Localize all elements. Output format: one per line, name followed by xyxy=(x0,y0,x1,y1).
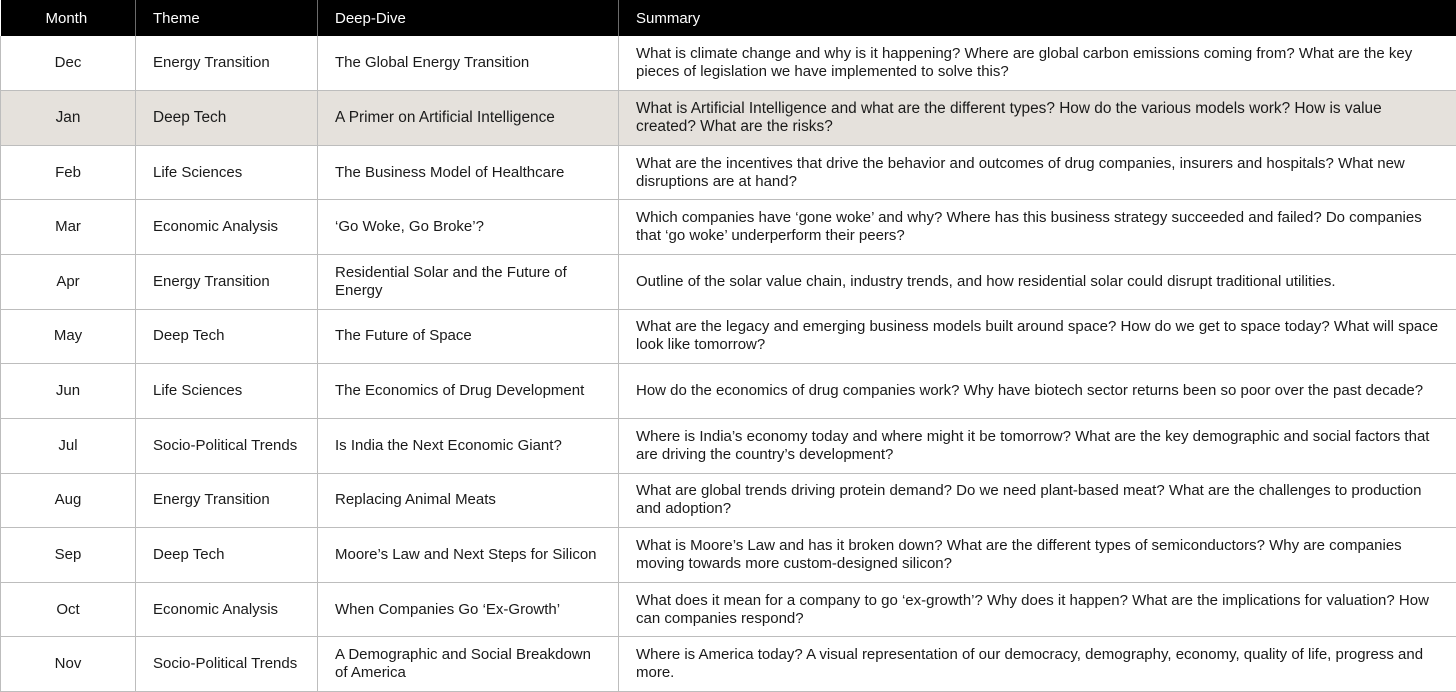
cell-summary: What are global trends driving protein demand? Do we need plant-based meat? What are the challenges to production and adoption? xyxy=(619,473,1456,528)
cell-summary: How do the economics of drug companies work? Why have biotech sector returns been so poor over the past decade? xyxy=(619,364,1456,419)
cell-theme: Economic Analysis xyxy=(136,582,318,637)
cell-month: Oct xyxy=(1,582,136,637)
cell-deep-dive: A Demographic and Social Breakdown of America xyxy=(318,637,619,692)
table-row xyxy=(1,528,1456,583)
cell-deep-dive: A Primer on Artificial Intelligence xyxy=(318,91,619,146)
cell-theme: Energy Transition xyxy=(136,255,318,310)
cell-summary: What are the incentives that drive the behavior and outcomes of drug companies, insurers and hospitals? What new disruptions are at hand? xyxy=(619,145,1456,200)
cell-theme: Socio-Political Trends xyxy=(136,418,318,473)
header-month: Month xyxy=(1,0,136,36)
cell-month: Apr xyxy=(1,255,136,310)
table-row xyxy=(1,309,1456,364)
header-summary: Summary xyxy=(636,9,701,27)
cell-theme: Deep Tech xyxy=(136,528,318,583)
cell-theme: Socio-Political Trends xyxy=(136,637,318,692)
table-row xyxy=(1,145,1456,200)
cell-theme: Energy Transition xyxy=(136,473,318,528)
cell-theme: Economic Analysis xyxy=(136,200,318,255)
header-theme: Theme xyxy=(136,0,318,36)
cell-theme: Life Sciences xyxy=(136,145,318,200)
cell-summary: Where is America today? A visual representation of our democracy, demography, economy, quality of life, progress and more. xyxy=(619,637,1456,692)
cell-deep-dive: The Future of Space xyxy=(318,309,619,364)
table-row xyxy=(1,91,1456,146)
cell-deep-dive: The Global Energy Transition xyxy=(318,36,619,91)
cell-theme: Deep Tech xyxy=(136,91,318,146)
cell-month: Jan xyxy=(1,91,136,146)
cell-deep-dive: ‘Go Woke, Go Broke’? xyxy=(318,200,619,255)
cell-summary: What is Moore’s Law and has it broken down? What are the different types of semiconductors? Why are companies moving towards more custom-designed silicon? xyxy=(619,528,1456,583)
cell-month: Jul xyxy=(1,418,136,473)
header-deep-dive: Deep-Dive xyxy=(318,0,619,36)
table-row xyxy=(1,200,1456,255)
table-header xyxy=(1,0,1456,36)
cell-month: Aug xyxy=(1,473,136,528)
cell-deep-dive: Replacing Animal Meats xyxy=(318,473,619,528)
cell-summary: Where is India’s economy today and where might it be tomorrow? What are the key demographic and social factors that are driving the country’s development? xyxy=(619,418,1456,473)
cell-month: Feb xyxy=(1,145,136,200)
table-body xyxy=(1,36,1456,692)
cell-summary: Which companies have ‘gone woke’ and why? Where has this business strategy succeeded and failed? Do companies that ‘go woke’ underperform their peers? xyxy=(619,200,1456,255)
cell-month: Nov xyxy=(1,637,136,692)
cell-summary: What are the legacy and emerging business models built around space? How do we get to space today? What will space look like tomorrow? xyxy=(619,309,1456,364)
cell-month: May xyxy=(1,309,136,364)
cell-month: Dec xyxy=(1,36,136,91)
cell-deep-dive: The Economics of Drug Development xyxy=(318,364,619,419)
cell-theme: Life Sciences xyxy=(136,364,318,419)
table-row xyxy=(1,418,1456,473)
table-row xyxy=(1,473,1456,528)
cell-month: Sep xyxy=(1,528,136,583)
cell-summary: What does it mean for a company to go ‘ex-growth’? Why does it happen? What are the implications for valuation? How can companies respond? xyxy=(619,582,1456,637)
cell-month: Mar xyxy=(1,200,136,255)
cell-month: Jun xyxy=(1,364,136,419)
cell-summary: What is Artificial Intelligence and what are the different types? How do the various models work? How is value created? What are the risks? xyxy=(619,91,1456,146)
cell-deep-dive: The Business Model of Healthcare xyxy=(318,145,619,200)
cell-summary: Outline of the solar value chain, industry trends, and how residential solar could disrupt traditional utilities. xyxy=(619,255,1456,310)
cell-deep-dive: When Companies Go ‘Ex-Growth’ xyxy=(318,582,619,637)
table-row xyxy=(1,364,1456,419)
table-row xyxy=(1,36,1456,91)
table-row xyxy=(1,255,1456,310)
cell-summary: What is climate change and why is it happening? Where are global carbon emissions coming from? What are the key pieces of legislation we have implemented to solve this? xyxy=(619,36,1456,91)
cell-theme: Energy Transition xyxy=(136,36,318,91)
cell-deep-dive: Moore’s Law and Next Steps for Silicon xyxy=(318,528,619,583)
table-row xyxy=(1,637,1456,692)
cell-theme: Deep Tech xyxy=(136,309,318,364)
header-row xyxy=(1,0,1456,36)
cell-deep-dive: Residential Solar and the Future of Energy xyxy=(318,255,619,310)
cell-deep-dive: Is India the Next Economic Giant? xyxy=(318,418,619,473)
table-row xyxy=(1,582,1456,637)
